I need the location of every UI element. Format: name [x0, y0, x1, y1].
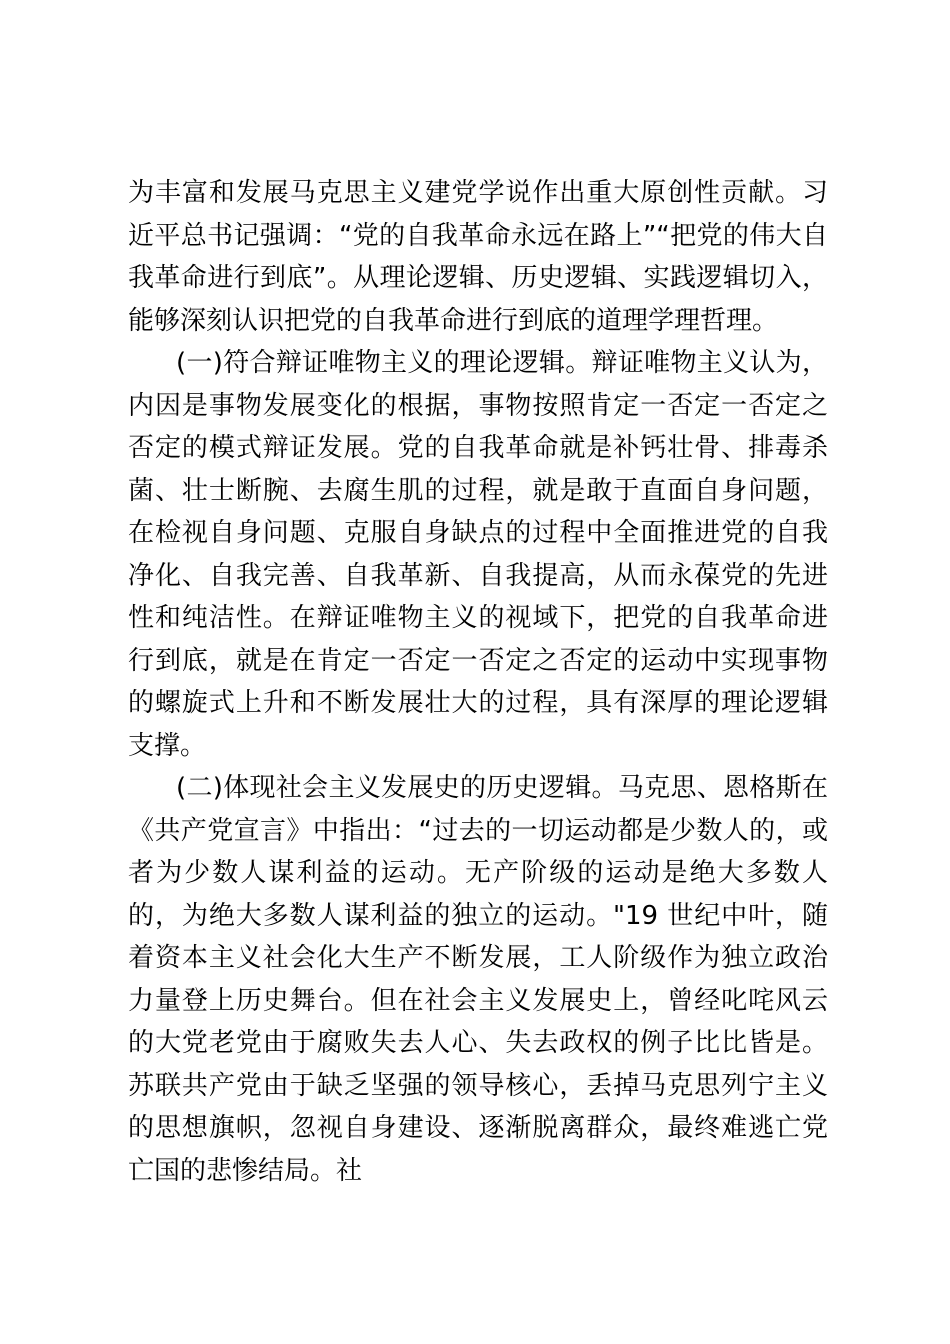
paragraph-section-1: (一)符合辩证唯物主义的理论逻辑。辩证唯物主义认为，内因是事物发展变化的根据，事物按照肯定一否定一否定之否定的模式辩证发展。党的自我革命就是补钙壮骨、排毒杀菌、壮士断腕、去腐生肌的过程，就是敢于直面自身问题，在检视自身问题、克服自身缺点的过程中全面推进党的自我净化、自我完善、自我革新、自我提高，从而永葆党的先进性和纯洁性。在辩证唯物主义的视域下，把党的自我革命进行到底，就是在肯定一否定一否定之否定的运动中实现事物的螺旋式上升和不断发展壮大的过程，具有深厚的理论逻辑支撑。: [128, 348, 828, 761]
document-body: [128, 172, 828, 1192]
paragraph-continuation: 为丰富和发展马克思主义建党学说作出重大原创性贡献。习近平总书记强调：“党的自我革命永远在路上”“把党的伟大自我革命进行到底”。从理论逻辑、历史逻辑、实践逻辑切入，能够深刻认识把党的自我革命进行到底的道理学理哲理。: [128, 178, 828, 336]
paragraph-section-2: (二)体现社会主义发展史的历史逻辑。马克思、恩格斯在《共产党宣言》中指出：“过去的一切运动都是少数人的，或者为少数人谋利益的运动。无产阶级的运动是绝大多数人的，为绝大多数人谋利益的独立的运动。"19 世纪中叶，随着资本主义社会化大生产不断发展，工人阶级作为独立政治力量登上历史舞台。但在社会主义发展史上，曾经叱咤风云的大党老党由于腐败失去人心、失去政权的例子比比皆是。苏联共产党由于缺乏坚强的领导核心，丢掉马克思列宁主义的思想旗帜，忽视自身建设、逐渐脱离群众，最终难逃亡党亡国的悲惨结局。社: [128, 773, 828, 1186]
